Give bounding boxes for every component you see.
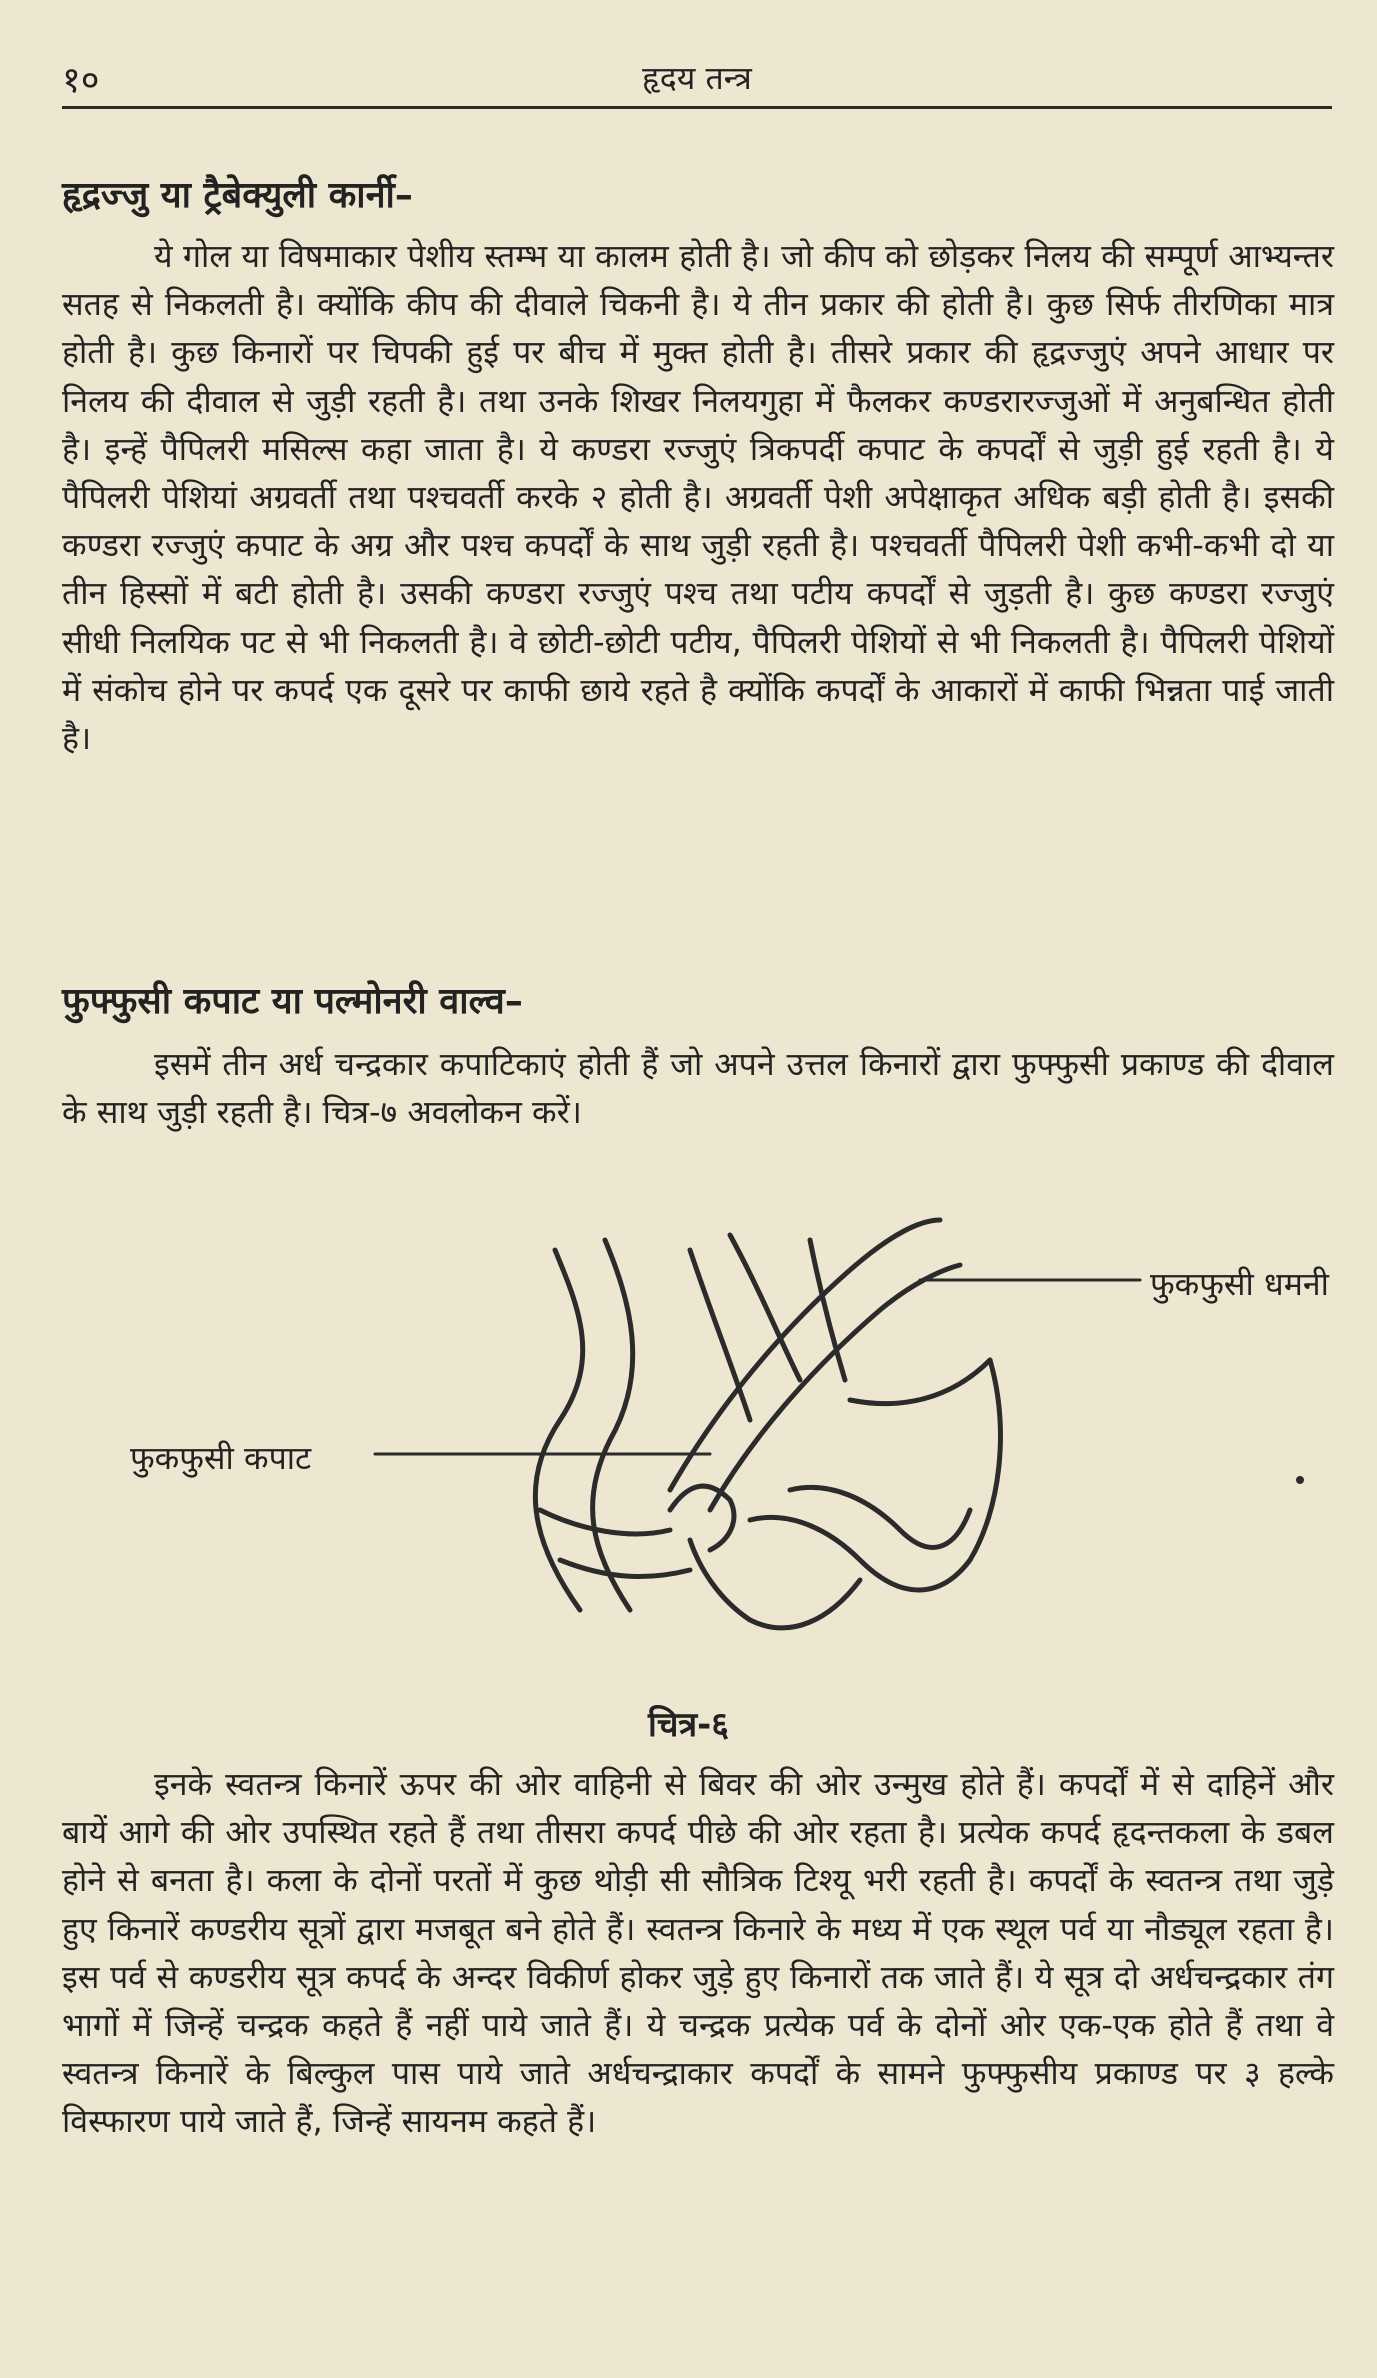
heart-valve-figure [110, 1180, 1329, 1650]
running-title: हृदय तन्त्र [642, 59, 752, 97]
paragraph-trabeculae: ये गोल या विषमाकार पेशीय स्तम्भ या कालम होती है। जो कीप को छोड़कर निलय की सम्पूर्ण आभ्यन्तर सतह से निकलती है। क्योंकि कीप की दीवाले चिकनी है। ये तीन प्रकार की होती है। कुछ सिर्फ तीरणिका मात्र होती है। कुछ किनारों पर चिपकी हुई पर बीच में मुक्त होती है। तीसरे प्रकार की हृद्रज्जुएं अपने आधार पर निलय की दीवाल से जुड़ी रहती है। तथा उनके शिखर निलयगुहा में फैलकर कण्डरारज्जुओं में अनुबन्धित होती है। इन्हें पैपिलरी मसिल्स कहा जाता है। ये कण्डरा रज्जुएं त्रिकपर्दी कपाट के कपर्दों से जुड़ी हुई रहती है। ये पैपिलरी पेशियां अग्रवर्ती तथा पश्चवर्ती करके २ होती है। अग्रवर्ती पेशी अपेक्षाकृत अधिक बड़ी होती है। इसकी कण्डरा रज्जुएं कपाट के अग्र और पश्च कपर्दों के साथ जुड़ी रहती है। पश्चवर्ती पैपिलरी पेशी कभी-कभी दो या तीन हिस्सों में बटी होती है। उसकी कण्डरा रज्जुएं पश्च तथा पटीय कपर्दों से जुड़ती है। कुछ कण्डरा रज्जुएं सीधी निलयिक पट से भी निकलती है। वे छोटी-छोटी पटीय, पैपिलरी पेशियों से भी निकलती है। पैपिलरी पेशियों में संकोच होने पर कपर्द एक दूसरे पर काफी छाये रहते है क्योंकि कपर्दों के आकारों में काफी भिन्नता पाई जाती है। [62, 237, 1334, 758]
label-pulmonary-valve: फुकफुसी कपाट [130, 1439, 312, 1477]
page-header [62, 50, 1332, 109]
pulmonary-valve-drawing [110, 1180, 1310, 1650]
paragraph-cusps: इनके स्वतन्त्र किनारें ऊपर की ओर वाहिनी से बिवर की ओर उन्मुख होते हैं। कपर्दों में से दाहिनें और बायें आगे की ओर उपस्थित रहते हैं तथा तीसरा कपर्द पीछे की ओर रहता है। प्रत्येक कपर्द हृदन्तकला के डबल होने से बनता है। कला के दोनों परतों में कुछ थोड़ी सी सौत्रिक टिश्यू भरी रहती है। कपर्दों के स्वतन्त्र तथा जुड़े हुए किनारें कण्डरीय सूत्रों द्वारा मजबूत बने होते हैं। स्वतन्त्र किनारे के मध्य में एक स्थूल पर्व या नौड्यूल रहता है। इस पर्व से कण्डरीय सूत्र कपर्द के अन्दर विकीर्ण होकर जुड़े हुए किनारों तक जाते हैं। ये सूत्र दो अर्धचन्द्रकार तंग भागों में जिन्हें चन्द्रक कहते हैं नहीं पाये जाते हैं। ये चन्द्रक प्रत्येक पर्व के दोनों ओर एक-एक होते हैं तथा वे स्वतन्त्र किनारें के बिल्कुल पास पाये जाते अर्धचन्द्राकार कपर्दों के सामने फुफ्फुसीय प्रकाण्ड पर ३ हल्के विस्फारण पाये जाते हैं, जिन्हें सायनम कहते हैं। [62, 1765, 1334, 2141]
paragraph-pulmonary-valve: इसमें तीन अर्ध चन्द्रकार कपाटिकाएं होती हैं जो अपने उत्तल किनारों द्वारा फुफ्फुसी प्रकाण्ड की दीवाल के साथ जुड़ी रहती है। चित्र-७ अवलोकन करें। [62, 1045, 1334, 1132]
page-number: १० [62, 60, 100, 101]
section-heading-trabeculae: हृद्रज्जु या ट्रैबेक्युली कार्नी– [62, 175, 413, 216]
figure-caption: चित्र-६ [648, 1705, 729, 1745]
section-heading-pulmonary-valve: फुफ्फुसी कपाट या पल्मोनरी वाल्व– [62, 981, 523, 1022]
label-pulmonary-artery: फुकफुसी धमनी [1150, 1265, 1329, 1303]
